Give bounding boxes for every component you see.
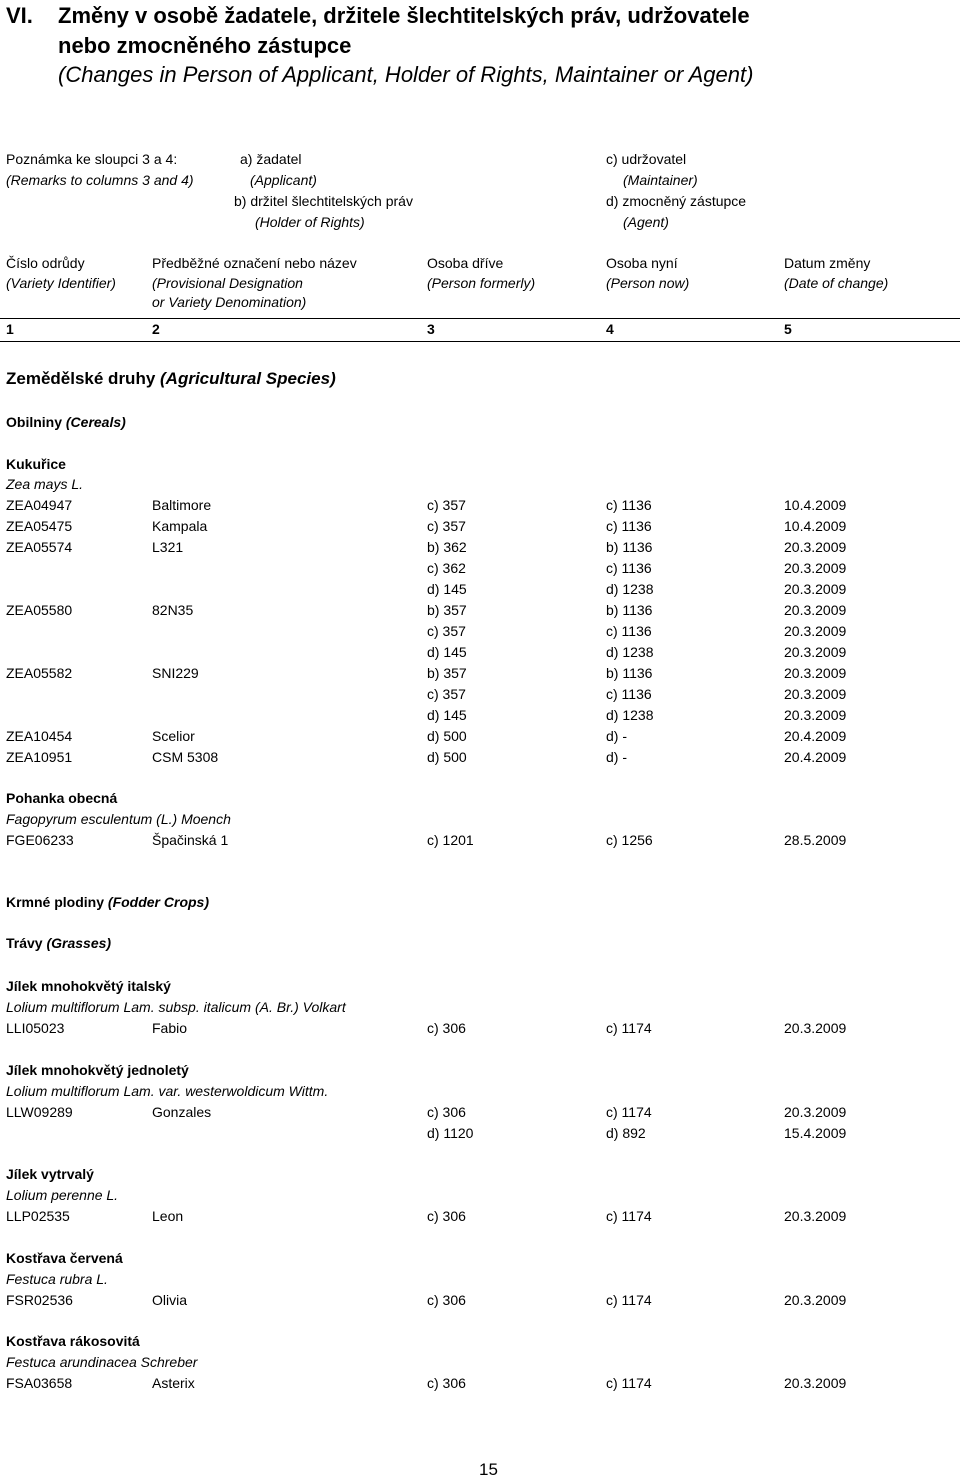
col1-header-en: (Variety Identifier) [6, 275, 116, 291]
row-date: 20.3.2009 [784, 1292, 847, 1308]
row-variety-id: LLW09289 [6, 1104, 73, 1120]
row-variety-id: FSA03658 [6, 1375, 73, 1391]
row-denomination: Asterix [152, 1375, 195, 1391]
page-subtitle: (Changes in Person of Applicant, Holder of Rights, Maintainer or Agent) [58, 62, 754, 87]
row-person-now: d) 1238 [606, 644, 654, 660]
remark-c-en: (Maintainer) [623, 172, 698, 188]
remarks-label: Poznámka ke sloupci 3 a 4: [6, 151, 178, 167]
col2-header-en: (Provisional Designation [152, 275, 303, 291]
row-date: 20.3.2009 [784, 602, 847, 618]
row-person-now: c) 1136 [606, 518, 652, 534]
row-person-formerly: b) 362 [427, 539, 467, 555]
row-person-formerly: d) 145 [427, 644, 467, 660]
row-person-formerly: d) 500 [427, 728, 467, 744]
col4-header-en: (Person now) [606, 275, 690, 291]
col3-number: 3 [427, 321, 435, 337]
row-date: 20.3.2009 [784, 1375, 847, 1391]
row-date: 20.3.2009 [784, 1104, 847, 1120]
col5-header-en: (Date of change) [784, 275, 889, 291]
page-number: 15 [479, 1460, 498, 1479]
row-variety-id: ZEA04947 [6, 497, 73, 513]
species-jilek-italsky: Jílek mnohokvětý italský [6, 978, 171, 994]
row-person-now: c) 1136 [606, 623, 652, 639]
col1-number: 1 [6, 321, 14, 337]
remark-b-en: (Holder of Rights) [255, 214, 365, 230]
row-denomination: Scelior [152, 728, 195, 744]
row-date: 28.5.2009 [784, 832, 847, 848]
row-denomination: Fabio [152, 1020, 188, 1036]
page-title-line1: Změny v osobě žadatele, držitele šlechtitelských práv, udržovatele [58, 3, 750, 28]
remark-a: a) žadatel [240, 151, 302, 167]
row-person-now: c) 1174 [606, 1375, 652, 1391]
row-person-now: d) 892 [606, 1125, 646, 1141]
row-person-now: c) 1174 [606, 1020, 652, 1036]
row-denomination: Gonzales [152, 1104, 212, 1120]
row-date: 20.3.2009 [784, 644, 847, 660]
species-jilek-jednolety-latin: Lolium multiflorum Lam. var. westerwoldicum Wittm. [6, 1083, 329, 1099]
remark-a-en: (Applicant) [250, 172, 317, 188]
row-denomination: Kampala [152, 518, 208, 534]
row-person-formerly: d) 1120 [427, 1125, 474, 1141]
row-denomination: SNI229 [152, 665, 199, 681]
section-number: VI. [6, 3, 33, 28]
row-person-now: c) 1136 [606, 686, 652, 702]
row-variety-id: FGE06233 [6, 832, 74, 848]
header-rule-bottom [0, 341, 960, 342]
remark-c: c) udržovatel [606, 151, 687, 167]
row-person-now: c) 1174 [606, 1292, 652, 1308]
species-jilek-vytrvaly: Jílek vytrvalý [6, 1166, 94, 1182]
row-person-formerly: d) 145 [427, 707, 467, 723]
row-person-formerly: b) 357 [427, 602, 467, 618]
row-person-formerly: c) 357 [427, 686, 466, 702]
col5-header: Datum změny [784, 255, 871, 271]
row-person-now: c) 1136 [606, 560, 652, 576]
species-kostrava-cervena: Kostřava červená [6, 1250, 123, 1266]
row-person-formerly: c) 306 [427, 1020, 466, 1036]
remark-d: d) zmocněný zástupce [606, 193, 747, 209]
row-person-formerly: c) 357 [427, 623, 466, 639]
row-denomination: Olivia [152, 1292, 188, 1308]
row-person-now: c) 1256 [606, 832, 653, 848]
row-date: 10.4.2009 [784, 497, 847, 513]
row-denomination: Špačinská 1 [152, 832, 229, 848]
row-person-formerly: c) 362 [427, 560, 466, 576]
species-kukurice-latin: Zea mays L. [6, 476, 84, 492]
row-date: 20.3.2009 [784, 623, 847, 639]
col4-number: 4 [606, 321, 614, 337]
row-person-formerly: d) 145 [427, 581, 467, 597]
row-variety-id: LLI05023 [6, 1020, 65, 1036]
row-person-now: d) - [606, 749, 627, 765]
remarks-label-en: (Remarks to columns 3 and 4) [6, 172, 194, 188]
row-denomination: L321 [152, 539, 184, 555]
row-date: 10.4.2009 [784, 518, 847, 534]
row-denomination: Leon [152, 1208, 184, 1224]
row-variety-id: ZEA10951 [6, 749, 73, 765]
col5-number: 5 [784, 321, 792, 337]
row-person-formerly: c) 357 [427, 497, 466, 513]
row-variety-id: FSR02536 [6, 1292, 73, 1308]
row-person-now: d) 1238 [606, 707, 654, 723]
col1-header: Číslo odrůdy [6, 255, 85, 271]
row-date: 20.4.2009 [784, 728, 847, 744]
species-pohanka: Pohanka obecná [6, 790, 118, 806]
col2-header-en2: or Variety Denomination) [152, 294, 307, 310]
row-person-formerly: c) 357 [427, 518, 466, 534]
col3-header-en: (Person formerly) [427, 275, 536, 291]
species-jilek-italsky-latin: Lolium multiflorum Lam. subsp. italicum (A. Br.) Volkart [6, 999, 346, 1015]
row-date: 20.3.2009 [784, 560, 847, 576]
remark-b: b) držitel šlechtitelských práv [234, 193, 413, 209]
row-variety-id: LLP02535 [6, 1208, 70, 1224]
row-person-now: c) 1174 [606, 1208, 652, 1224]
row-person-now: d) 1238 [606, 581, 654, 597]
col3-header: Osoba dříve [427, 255, 504, 271]
row-person-formerly: c) 306 [427, 1208, 466, 1224]
row-person-now: d) - [606, 728, 627, 744]
row-person-formerly: b) 357 [427, 665, 467, 681]
row-date: 20.3.2009 [784, 1020, 847, 1036]
species-kostrava-rakosovita-latin: Festuca arundinacea Schreber [6, 1354, 198, 1370]
row-denomination: Baltimore [152, 497, 212, 513]
species-jilek-vytrvaly-latin: Lolium perenne L. [6, 1187, 119, 1203]
row-variety-id: ZEA05580 [6, 602, 73, 618]
row-person-now: c) 1136 [606, 497, 652, 513]
row-variety-id: ZEA10454 [6, 728, 73, 744]
row-person-formerly: c) 306 [427, 1104, 466, 1120]
row-denomination: CSM 5308 [152, 749, 219, 765]
group-grasses: Trávy (Grasses) [6, 935, 112, 951]
row-date: 20.3.2009 [784, 581, 847, 597]
species-jilek-jednolety: Jílek mnohokvětý jednoletý [6, 1062, 189, 1078]
species-kostrava-rakosovita: Kostřava rákosovitá [6, 1333, 140, 1349]
row-person-now: b) 1136 [606, 665, 653, 681]
col2-header: Předběžné označení nebo název [152, 255, 357, 271]
row-person-formerly: d) 500 [427, 749, 467, 765]
row-date: 20.3.2009 [784, 707, 847, 723]
col2-number: 2 [152, 321, 160, 337]
row-person-formerly: c) 306 [427, 1292, 466, 1308]
row-date: 20.3.2009 [784, 539, 847, 555]
group-cereals: Obilniny (Cereals) [6, 414, 126, 430]
row-person-now: c) 1174 [606, 1104, 652, 1120]
row-person-now: b) 1136 [606, 602, 653, 618]
row-person-formerly: c) 306 [427, 1375, 466, 1391]
row-date: 20.3.2009 [784, 665, 847, 681]
col4-header: Osoba nyní [606, 255, 678, 271]
row-variety-id: ZEA05582 [6, 665, 73, 681]
species-pohanka-latin: Fagopyrum esculentum (L.) Moench [6, 811, 231, 827]
header-rule-top [0, 318, 960, 319]
page-title-line2: nebo zmocněného zástupce [58, 33, 352, 58]
row-variety-id: ZEA05574 [6, 539, 73, 555]
row-person-formerly: c) 1201 [427, 832, 474, 848]
row-variety-id: ZEA05475 [6, 518, 73, 534]
row-date: 15.4.2009 [784, 1125, 847, 1141]
species-kostrava-cervena-latin: Festuca rubra L. [6, 1271, 108, 1287]
row-person-now: b) 1136 [606, 539, 653, 555]
group-fodder: Krmné plodiny (Fodder Crops) [6, 894, 210, 910]
row-denomination: 82N35 [152, 602, 194, 618]
row-date: 20.3.2009 [784, 686, 847, 702]
remark-d-en: (Agent) [623, 214, 669, 230]
section-agricultural: Zemědělské druhy (Agricultural Species) [6, 369, 336, 388]
row-date: 20.4.2009 [784, 749, 847, 765]
row-date: 20.3.2009 [784, 1208, 847, 1224]
species-kukurice: Kukuřice [6, 456, 66, 472]
